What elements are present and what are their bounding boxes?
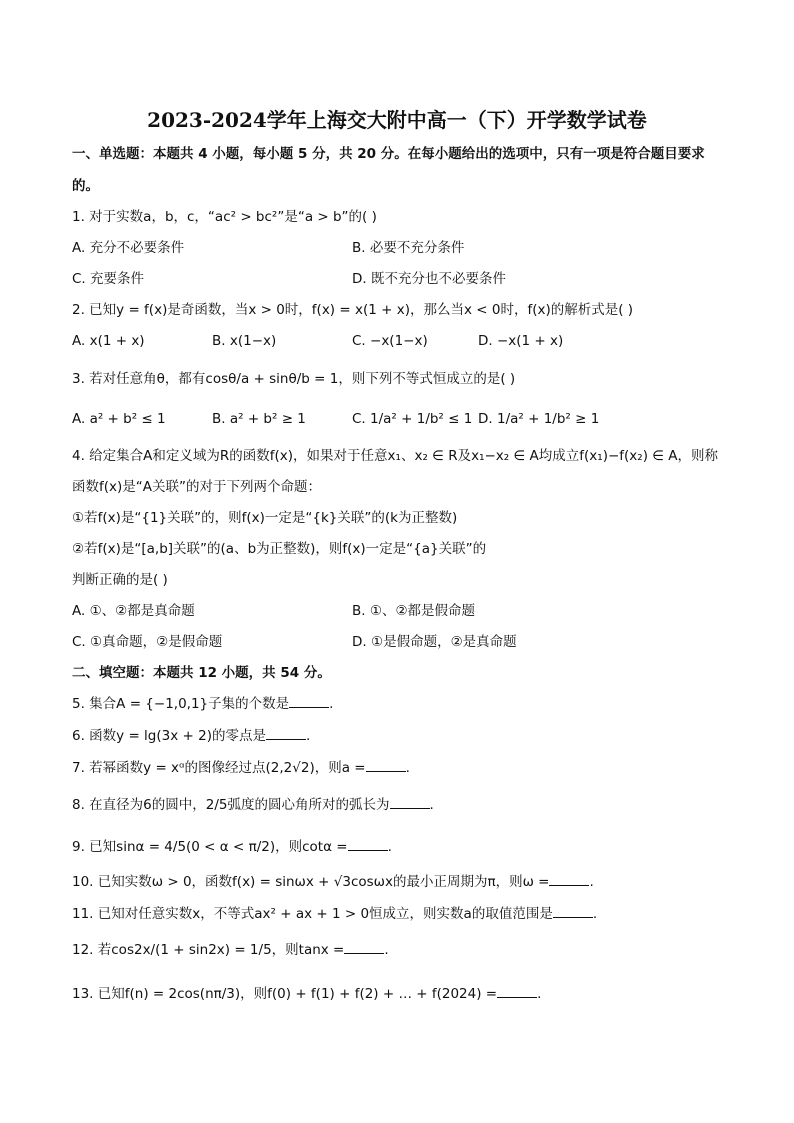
fill-q11 bbox=[72, 905, 597, 923]
q3-stem: 3. 若对任意角θ，都有cosθ/a + sinθ/b = 1，则下列不等式恒成立的是( ) bbox=[72, 371, 516, 387]
q4-proposition-2: ②若f(x)是“[a,b]关联”的(a、b为正整数)，则f(x)一定是“{a}关联”的 bbox=[72, 541, 487, 557]
q1-option-c: C. 充要条件 bbox=[72, 271, 145, 287]
section2-heading: 二、填空题：本题共 12 小题，共 54 分。 bbox=[72, 665, 331, 681]
q4-option-a: A. ①、②都是真命题 bbox=[72, 603, 195, 619]
answer-blank bbox=[344, 941, 384, 954]
q4-option-d: D. ①是假命题，②是真命题 bbox=[352, 634, 517, 650]
blank-period: . bbox=[592, 906, 598, 922]
section1-heading-line2: 的。 bbox=[72, 178, 99, 194]
fill-q8 bbox=[72, 796, 434, 814]
answer-blank bbox=[549, 873, 589, 886]
fill-q7 bbox=[72, 759, 410, 777]
answer-blank bbox=[366, 759, 406, 772]
q4-line5: 判断正确的是( ) bbox=[72, 572, 168, 588]
blank-period: . bbox=[387, 839, 392, 855]
q2-stem: 2. 已知y = f(x)是奇函数，当x > 0时，f(x) = x(1 + x)，那么当x < 0时，f(x)的解析式是( ) bbox=[72, 302, 634, 318]
fill-q9-text: 9. 已知sinα = 4/5(0 < α < π/2)，则cotα = bbox=[72, 839, 348, 855]
blank-period: . bbox=[405, 760, 410, 776]
q3-option-c: C. 1/a² + 1/b² ≤ 1 bbox=[352, 411, 473, 427]
fill-q7-text: 7. 若幂函数y = xᵅ的图像经过点(2,2√2)，则a = bbox=[72, 760, 366, 776]
fill-q11-text: 11. 已知对任意实数x，不等式ax² + ax + 1 > 0恒成立，则实数a的取值范围是 bbox=[72, 906, 553, 922]
blank-period: . bbox=[429, 797, 434, 813]
q4-option-c: C. ①真命题，②是假命题 bbox=[72, 634, 223, 650]
q1-option-b: B. 必要不充分条件 bbox=[352, 240, 465, 256]
section1-heading-line1: 一、单选题：本题共 4 小题，每小题 5 分，共 20 分。在每小题给出的选项中，只有一项是符合题目要求 bbox=[72, 146, 705, 162]
fill-q8-text: 8. 在直径为6的圆中，2/5弧度的圆心角所对的弧长为 bbox=[72, 797, 390, 813]
q4-proposition-1: ①若f(x)是“{1}关联”的，则f(x)一定是“{k}关联”的(k为正整数) bbox=[72, 510, 458, 526]
blank-period: . bbox=[384, 942, 389, 958]
blank-period: . bbox=[537, 986, 542, 1002]
q2-option-b: B. x(1−x) bbox=[212, 333, 277, 349]
q4-line1: 4. 给定集合A和定义域为R的函数f(x)，如果对于任意x₁、x₂ ∈ R及x₁−x₂ ∈ A均成立f(x₁)−f(x₂) ∈ A，则称 bbox=[72, 448, 719, 464]
q1-stem: 1. 对于实数a，b，c，“ac² > bc²”是“a > b”的( ) bbox=[72, 209, 377, 225]
q3-option-b: B. a² + b² ≥ 1 bbox=[212, 411, 306, 427]
fill-q10 bbox=[72, 873, 594, 891]
blank-period: . bbox=[305, 728, 311, 744]
fill-q13-text: 13. 已知f(n) = 2cos(nπ/3)，则f(0) + f(1) + f(2) + … + f(2024) = bbox=[72, 986, 498, 1002]
q2-option-c: C. −x(1−x) bbox=[352, 333, 428, 349]
answer-blank bbox=[266, 727, 306, 740]
answer-blank bbox=[289, 695, 329, 708]
q1-option-a: A. 充分不必要条件 bbox=[72, 240, 185, 256]
fill-q6 bbox=[72, 727, 310, 745]
fill-q13 bbox=[72, 985, 541, 1003]
fill-q12 bbox=[72, 941, 389, 959]
q1-option-d: D. 既不充分也不必要条件 bbox=[352, 271, 506, 287]
fill-q5 bbox=[72, 695, 333, 713]
q2-option-d: D. −x(1 + x) bbox=[478, 333, 564, 349]
fill-q9 bbox=[72, 838, 392, 856]
page-title: 2023-2024学年上海交大附中高一（下）开学数学试卷 bbox=[147, 108, 647, 132]
fill-q12-text: 12. 若cos2x/(1 + sin2x) = 1/5，则tanx = bbox=[72, 942, 345, 958]
q2-option-a: A. x(1 + x) bbox=[72, 333, 145, 349]
fill-q6-text: 6. 函数y = lg(3x + 2)的零点是 bbox=[72, 728, 266, 744]
q4-option-b: B. ①、②都是假命题 bbox=[352, 603, 476, 619]
answer-blank bbox=[390, 796, 430, 809]
q3-option-a: A. a² + b² ≤ 1 bbox=[72, 411, 166, 427]
answer-blank bbox=[348, 838, 388, 851]
q3-option-d: D. 1/a² + 1/b² ≥ 1 bbox=[478, 411, 600, 427]
fill-q5-text: 5. 集合A = {−1,0,1}子集的个数是 bbox=[72, 696, 290, 712]
answer-blank bbox=[497, 985, 537, 998]
blank-period: . bbox=[329, 696, 334, 712]
blank-period: . bbox=[589, 874, 594, 890]
q4-line2: 函数f(x)是“A关联”的对于下列两个命题： bbox=[72, 479, 321, 495]
answer-blank bbox=[553, 905, 593, 918]
fill-q10-text: 10. 已知实数ω > 0，函数f(x) = sinωx + √3cosωx的最小正周期为π，则ω = bbox=[72, 874, 550, 890]
